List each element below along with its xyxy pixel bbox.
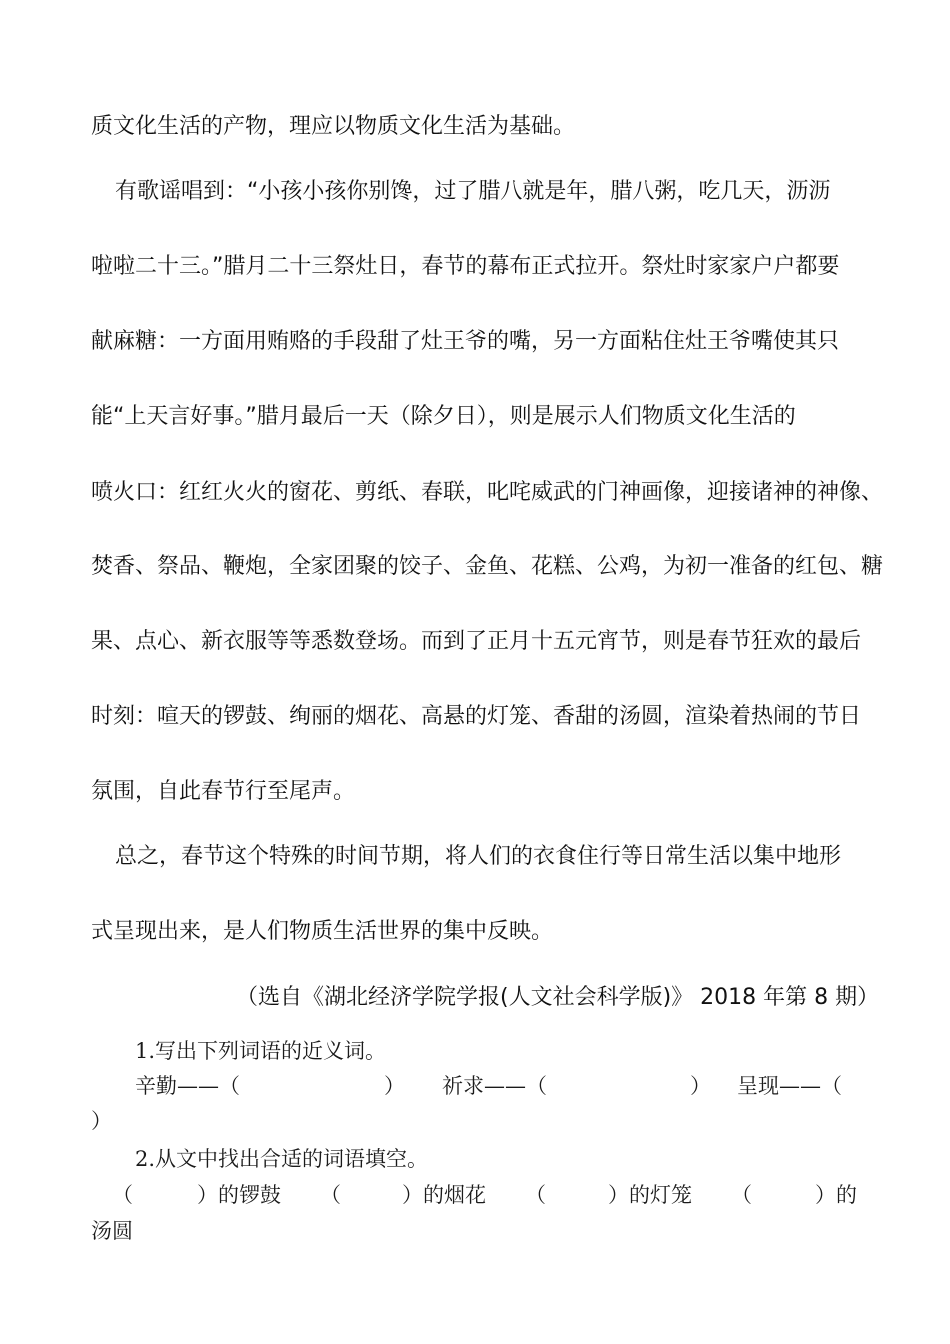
question-2-blank-1-open: （ bbox=[112, 1183, 133, 1207]
paragraph-line: 式呈现出来，是人们物质生活世界的集中反映。 bbox=[91, 919, 554, 944]
question-2-blank-1-text: ）的锣鼓 bbox=[197, 1183, 281, 1207]
paragraph-line: 总之，春节这个特殊的时间节期，将人们的衣食住行等日常生活以集中地形 bbox=[115, 844, 842, 869]
question-2-blank-4-open: （ bbox=[731, 1183, 752, 1207]
paragraph-line: 啦啦二十三。”腊月二十三祭灶日，春节的幕布正式拉开。祭灶时家家户户都要 bbox=[91, 254, 840, 279]
question-2-blank-4-text: ）的 bbox=[815, 1183, 857, 1207]
question-2-blank-3-text: ）的灯笼 bbox=[608, 1183, 692, 1207]
question-1-blank-1-close: ） bbox=[384, 1074, 405, 1098]
paragraph-line: 氛围，自此春节行至尾声。 bbox=[91, 779, 356, 804]
paragraph-line: 质文化生活的产物，理应以物质文化生活为基础。 bbox=[91, 114, 576, 139]
source-citation: （选自《湖北经济学院学报(人文社会科学版)》 2018 年第 8 期） bbox=[236, 985, 880, 1010]
paragraph-line: 时刻：喧天的锣鼓、绚丽的烟花、高悬的灯笼、香甜的汤圆，渲染着热闹的节日 bbox=[91, 704, 862, 729]
paragraph-line: 能“上天言好事。”腊月最后一天（除夕日），则是展示人们物质文化生活的 bbox=[91, 404, 796, 429]
question-1-blank-3-close: ） bbox=[91, 1109, 112, 1133]
paragraph-line: 有歌谣唱到：“小孩小孩你别馋，过了腊八就是年，腊八粥，吃几天，沥沥 bbox=[115, 179, 831, 204]
paragraph-line: 喷火口：红红火火的窗花、剪纸、春联，叱咤威武的门神画像，迎接诸神的神像、 bbox=[91, 480, 884, 505]
paragraph-line: 焚香、祭品、鞭炮，全家团聚的饺子、金鱼、花糕、公鸡，为初一准备的红包、糖 bbox=[91, 554, 884, 579]
question-2-blank-4-continuation: 汤圆 bbox=[91, 1219, 133, 1243]
question-1-blank-2-close: ） bbox=[690, 1074, 711, 1098]
paragraph-line: 献麻糖：一方面用贿赂的手段甜了灶王爷的嘴，另一方面粘住灶王爷嘴使其只 bbox=[91, 329, 840, 354]
question-1-title: 1.写出下列词语的近义词。 bbox=[135, 1039, 387, 1063]
question-1-blank-1-open: 辛勤——（ bbox=[135, 1074, 240, 1098]
question-1-blank-3-open: 呈现——（ bbox=[737, 1074, 842, 1098]
paragraph-line: 果、点心、新衣服等等悉数登场。而到了正月十五元宵节，则是春节狂欢的最后 bbox=[91, 629, 862, 654]
question-2-title: 2.从文中找出合适的词语填空。 bbox=[135, 1147, 429, 1171]
question-2-blank-2-text: ）的烟花 bbox=[402, 1183, 486, 1207]
question-2-blank-3-open: （ bbox=[525, 1183, 546, 1207]
question-2-blank-2-open: （ bbox=[320, 1183, 341, 1207]
question-1-blank-2-open: 祈求——（ bbox=[442, 1074, 547, 1098]
